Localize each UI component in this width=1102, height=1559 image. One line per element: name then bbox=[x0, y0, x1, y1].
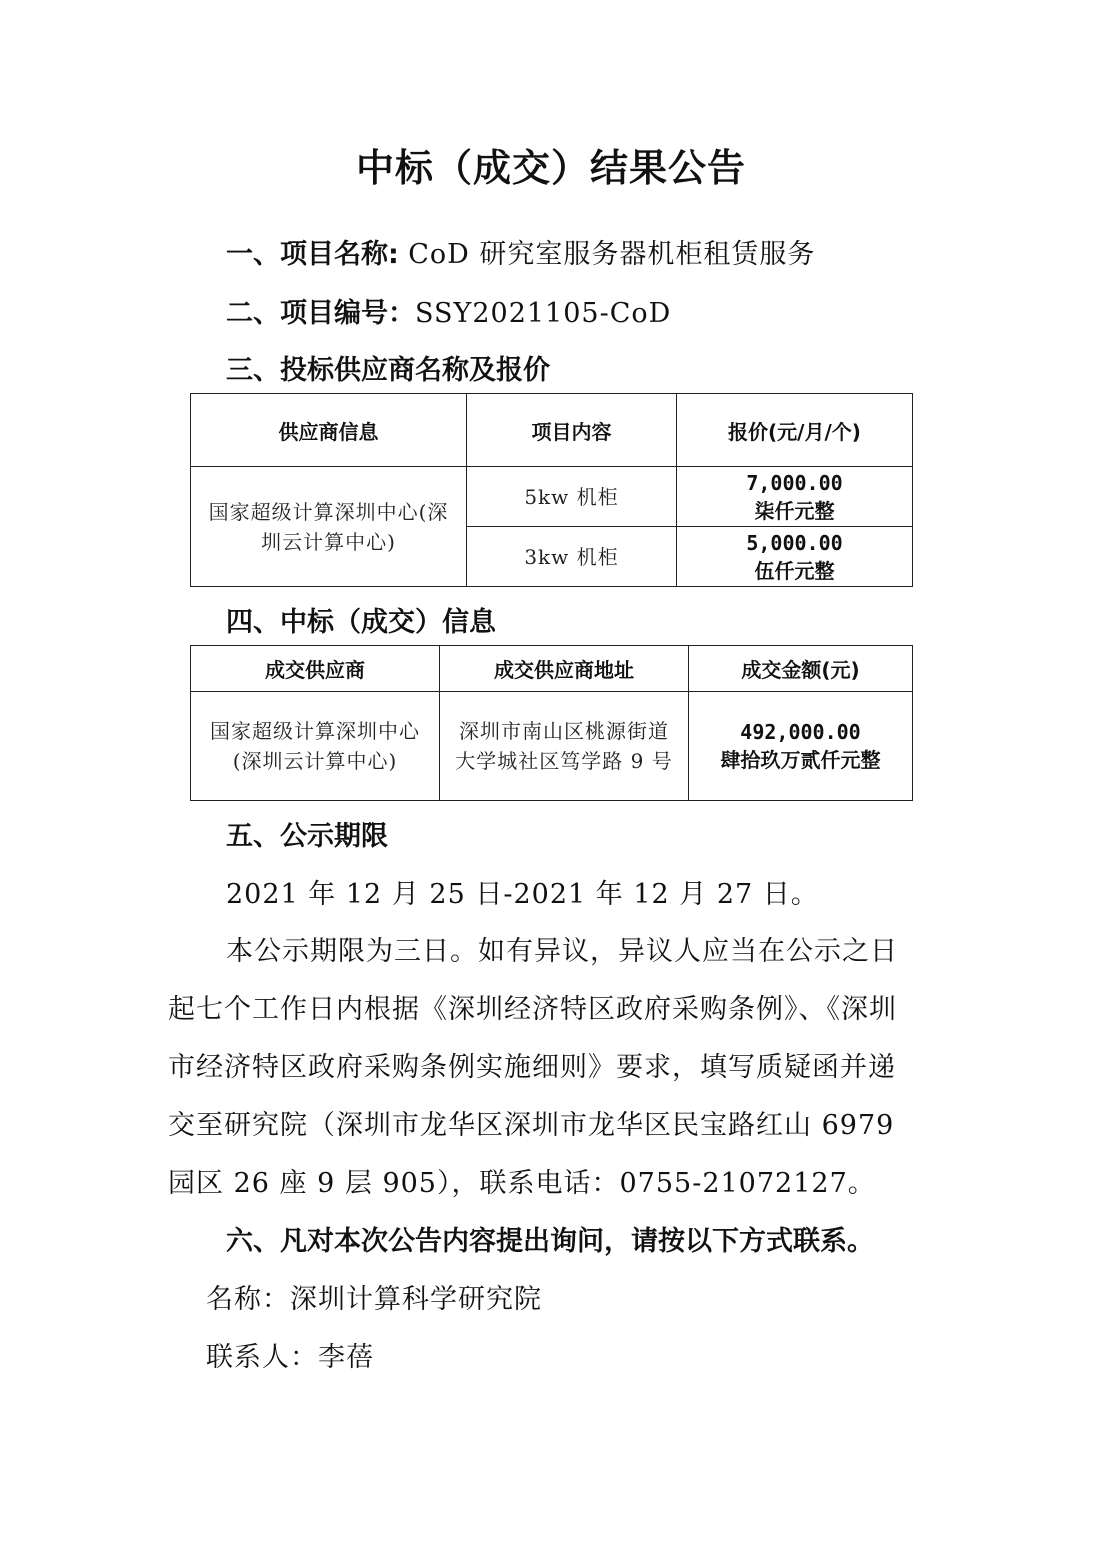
bidder-price-cell bbox=[677, 467, 913, 527]
publicity-period: 2021 年 12 月 25 日-2021 年 12 月 27 日。 bbox=[226, 879, 819, 910]
award-address-line1: 深圳市南山区桃源街道 bbox=[459, 719, 669, 743]
bidder-price-cell bbox=[677, 527, 913, 587]
publicity-heading: 五、公示期限 bbox=[226, 821, 388, 852]
bidders-col-supplier: 供应商信息 bbox=[191, 394, 467, 467]
award-col-supplier: 成交供应商 bbox=[191, 646, 440, 692]
bidders-col-price: 报价(元/月/个) bbox=[677, 394, 913, 467]
notice-line-4: 交至研究院（深圳市龙华区深圳市龙华区民宝路红山 6979 bbox=[168, 1110, 895, 1141]
notice-line-1: 本公示期限为三日。如有异议，异议人应当在公示之日 bbox=[226, 936, 898, 967]
award-address-cell bbox=[440, 692, 689, 801]
contact-org-name: 名称：深圳计算科学研究院 bbox=[206, 1284, 542, 1315]
award-col-address: 成交供应商地址 bbox=[440, 646, 689, 692]
notice-line-3: 市经济特区政府采购条例实施细则》要求，填写质疑函并递 bbox=[168, 1052, 896, 1083]
contact-person: 联系人：李蓓 bbox=[206, 1342, 374, 1373]
award-table bbox=[190, 645, 913, 801]
project-number-line bbox=[226, 291, 671, 330]
project-name-value: CoD 研究室服务器机柜租赁服务 bbox=[408, 239, 816, 270]
table-row bbox=[191, 692, 913, 801]
notice-line-5: 园区 26 座 9 层 905），联系电话：0755-21072127。 bbox=[168, 1168, 876, 1199]
award-amount-chinese: 肆拾玖万贰仟元整 bbox=[720, 748, 881, 772]
bidders-heading: 三、投标供应商名称及报价 bbox=[226, 355, 550, 386]
award-amount-number: 492,000.00 bbox=[740, 720, 861, 744]
award-supplier-cell bbox=[191, 692, 440, 801]
bidder-supplier-cell bbox=[191, 467, 467, 587]
award-amount-cell bbox=[689, 692, 913, 801]
table-row bbox=[191, 467, 913, 527]
price-number: 7,000.00 bbox=[746, 470, 843, 495]
document-title: 中标（成交）结果公告 bbox=[355, 146, 746, 190]
project-number-label: 二、项目编号： bbox=[226, 298, 415, 329]
price-chinese: 柒仟元整 bbox=[754, 498, 835, 523]
price-number: 5,000.00 bbox=[746, 530, 843, 555]
award-col-amount: 成交金额(元) bbox=[689, 646, 913, 692]
project-name-label: 一、项目名称: bbox=[226, 239, 399, 270]
bidders-col-item: 项目内容 bbox=[467, 394, 677, 467]
project-name-line bbox=[226, 232, 815, 271]
award-table-header bbox=[191, 646, 913, 692]
award-address-line2: 大学城社区笃学路 9 号 bbox=[455, 749, 673, 773]
award-supplier-line1: 国家超级计算深圳中心 bbox=[210, 719, 420, 743]
bidder-supplier-line2: 圳云计算中心) bbox=[261, 529, 396, 554]
award-supplier-line2: (深圳云计算中心) bbox=[232, 749, 398, 773]
bidder-supplier-line1: 国家超级计算深圳中心(深 bbox=[208, 499, 449, 524]
price-chinese: 伍仟元整 bbox=[754, 558, 835, 583]
contact-heading: 六、凡对本次公告内容提出询问，请按以下方式联系。 bbox=[226, 1226, 874, 1257]
bidder-item-cell: 5kw 机柜 bbox=[467, 467, 677, 527]
bidders-table-header bbox=[191, 394, 913, 467]
project-number-value: SSY2021105-CoD bbox=[415, 298, 672, 329]
notice-line-2: 起七个工作日内根据《深圳经济特区政府采购条例》、《深圳 bbox=[168, 994, 897, 1025]
award-heading: 四、中标（成交）信息 bbox=[226, 607, 496, 638]
bidder-item-cell: 3kw 机柜 bbox=[467, 527, 677, 587]
bidders-table bbox=[190, 393, 913, 587]
